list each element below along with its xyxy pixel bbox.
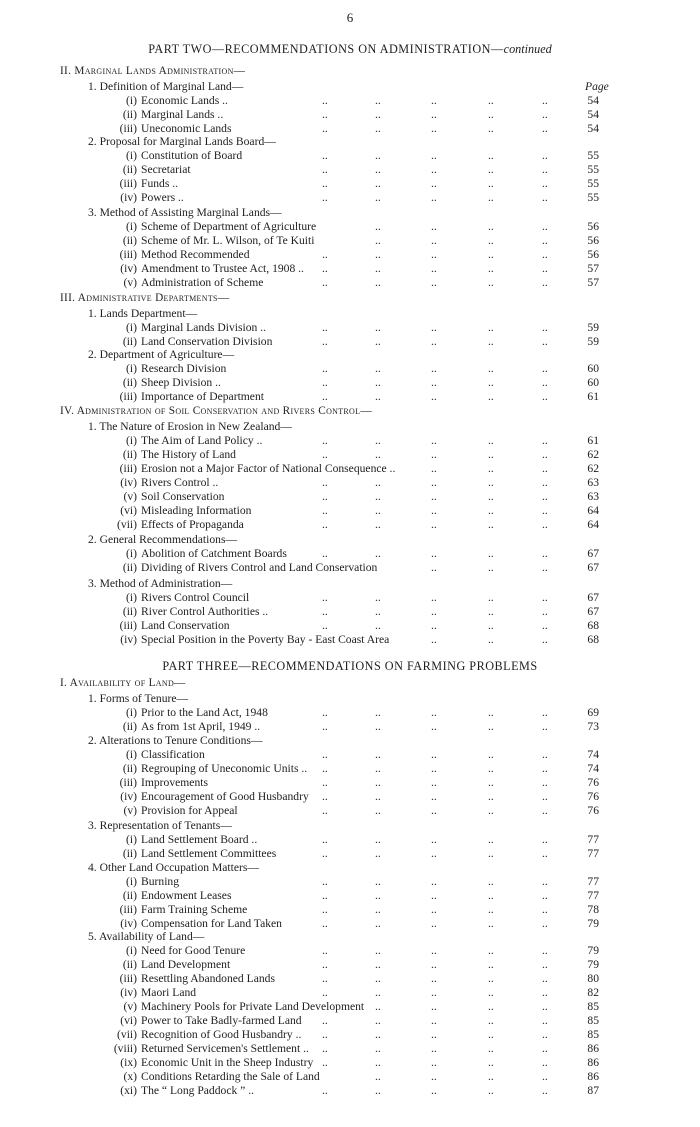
entry-page: 64 — [587, 518, 599, 531]
entry-number: (iv) — [120, 476, 137, 489]
entry-page: 55 — [587, 177, 599, 190]
leader-dots: .. .. .. .. .. — [322, 889, 548, 902]
leader-dots: .. .. .. .. .. — [322, 518, 548, 531]
toc-entry — [0, 434, 700, 448]
entry-title: Prior to the Land Act, 1948 — [141, 706, 268, 719]
entry-title: Importance of Department — [141, 390, 264, 403]
entry-title: Dividing of Rivers Control and Land Conservation — [141, 561, 378, 574]
toc-entry — [0, 122, 700, 136]
entry-page: 55 — [587, 191, 599, 204]
leader-dots: .. .. .. .. — [375, 1000, 548, 1013]
toc-entry — [0, 547, 700, 561]
entry-page: 63 — [587, 476, 599, 489]
leader-dots: .. .. .. .. .. — [322, 972, 548, 985]
entry-title: River Control Authorities .. — [141, 605, 269, 618]
leader-dots: .. .. .. .. .. — [322, 748, 548, 761]
entry-title: Power to Take Badly-farmed Land — [141, 1014, 302, 1027]
toc-entry — [0, 917, 700, 931]
toc-entry — [0, 518, 700, 532]
entry-title: Powers .. — [141, 191, 184, 204]
entry-page: 55 — [587, 149, 599, 162]
entry-page: 67 — [587, 547, 599, 560]
subsection-heading: 2. Alterations to Tenure Conditions— — [88, 734, 263, 747]
entry-title: Erosion not a Major Factor of National Consequence .. — [141, 462, 396, 475]
toc-entry — [0, 972, 700, 986]
entry-title: Conditions Retarding the Sale of Land — [141, 1070, 320, 1083]
entry-page: 56 — [587, 234, 599, 247]
entry-number: (i) — [126, 362, 137, 375]
entry-title: Land Development — [141, 958, 231, 971]
toc-entry — [0, 390, 700, 404]
entry-page: 68 — [587, 633, 599, 646]
toc-entry — [0, 191, 700, 205]
leader-dots: .. .. .. .. .. — [322, 177, 548, 190]
toc-entry — [0, 1028, 700, 1042]
entry-title: Rivers Control Council — [141, 591, 250, 604]
toc-entry — [0, 248, 700, 262]
toc-entry — [0, 490, 700, 504]
entry-page: 79 — [587, 917, 599, 930]
leader-dots: .. .. .. .. .. — [322, 376, 548, 389]
entry-title: Economic Lands .. — [141, 94, 228, 107]
entry-number: (iv) — [120, 917, 137, 930]
leader-dots: .. .. .. .. .. — [322, 1014, 548, 1027]
entry-title: Improvements — [141, 776, 208, 789]
entry-page: 57 — [587, 262, 599, 275]
leader-dots: .. .. .. .. .. — [322, 335, 548, 348]
leader-dots: .. .. .. .. .. — [322, 547, 548, 560]
entry-number: (i) — [126, 220, 137, 233]
entry-number: (iii) — [119, 903, 137, 916]
entry-number: (i) — [126, 833, 137, 846]
leader-dots: .. .. .. .. — [375, 1070, 548, 1083]
leader-dots: .. .. .. .. .. — [322, 163, 548, 176]
entry-page: 74 — [587, 762, 599, 775]
entry-page: 86 — [587, 1056, 599, 1069]
entry-title: Effects of Propaganda — [141, 518, 244, 531]
entry-page: 77 — [587, 847, 599, 860]
entry-page: 77 — [587, 875, 599, 888]
entry-number: (x) — [123, 1070, 137, 1083]
entry-title: Maori Land — [141, 986, 197, 999]
toc-entry — [0, 1042, 700, 1056]
toc-entry — [0, 177, 700, 191]
leader-dots: .. .. .. .. .. — [322, 94, 548, 107]
entry-number: (ii) — [122, 847, 137, 860]
entry-page: 62 — [587, 448, 599, 461]
entry-number: (ii) — [122, 605, 137, 618]
entry-number: (ii) — [122, 163, 137, 176]
entry-number: (v) — [123, 276, 137, 289]
entry-number: (ii) — [122, 335, 137, 348]
entry-number: (vi) — [120, 1014, 137, 1027]
entry-title: Constitution of Board — [141, 149, 243, 162]
toc-entry — [0, 790, 700, 804]
leader-dots: .. .. .. — [431, 462, 548, 475]
entry-title: Returned Servicemen's Settlement .. — [141, 1042, 309, 1055]
subsection-heading: 4. Other Land Occupation Matters— — [88, 861, 259, 874]
toc-entry — [0, 720, 700, 734]
entry-title: Misleading Information — [141, 504, 252, 517]
entry-title: Abolition of Catchment Boards — [141, 547, 287, 560]
leader-dots: .. .. .. .. .. — [322, 1042, 548, 1055]
entry-title: Funds .. — [141, 177, 179, 190]
leader-dots: .. .. .. .. .. — [322, 362, 548, 375]
section-heading: IV. Administration of Soil Conservation and Rivers Control— — [60, 405, 372, 417]
entry-title: Marginal Lands .. — [141, 108, 224, 121]
entry-title: Compensation for Land Taken — [141, 917, 282, 930]
entry-number: (ii) — [122, 889, 137, 902]
entry-page: 87 — [587, 1084, 599, 1097]
leader-dots: .. .. .. .. .. — [322, 944, 548, 957]
entry-page: 67 — [587, 561, 599, 574]
leader-dots: .. .. .. .. .. — [322, 1084, 548, 1097]
entry-page: 86 — [587, 1042, 599, 1055]
entry-page: 76 — [587, 804, 599, 817]
entry-title: As from 1st April, 1949 .. — [141, 720, 261, 733]
entry-title: Marginal Lands Division .. — [141, 321, 267, 334]
toc-entry — [0, 986, 700, 1000]
leader-dots: .. .. .. .. .. — [322, 917, 548, 930]
section-heading: II. Marginal Lands Administration— — [60, 65, 246, 77]
toc-entry — [0, 220, 700, 234]
entry-number: (i) — [126, 149, 137, 162]
leader-dots: .. .. .. .. .. — [322, 262, 548, 275]
entry-page: 74 — [587, 748, 599, 761]
entry-page: 82 — [587, 986, 599, 999]
toc-entry — [0, 335, 700, 349]
entry-title: Classification — [141, 748, 205, 761]
leader-dots: .. .. .. .. .. — [322, 958, 548, 971]
entry-number: (vii) — [117, 518, 137, 531]
entry-number: (iv) — [120, 633, 137, 646]
entry-number: (ii) — [122, 376, 137, 389]
subsection-heading: 1. Forms of Tenure— — [88, 692, 189, 705]
subsection-heading: 3. Representation of Tenants— — [88, 819, 232, 832]
entry-title: Research Division — [141, 362, 227, 375]
entry-page: 55 — [587, 163, 599, 176]
toc-entry — [0, 748, 700, 762]
leader-dots: .. .. .. .. .. — [322, 720, 548, 733]
entry-number: (iii) — [119, 390, 137, 403]
leader-dots: .. .. .. .. .. — [322, 434, 548, 447]
entry-title: The Aim of Land Policy .. — [141, 434, 263, 447]
toc-entry — [0, 706, 700, 720]
entry-title: Soil Conservation — [141, 490, 225, 503]
entry-page: 67 — [587, 605, 599, 618]
subsection-heading: 1. The Nature of Erosion in New Zealand— — [88, 420, 292, 433]
subsection-heading: 3. Method of Administration— — [88, 577, 233, 590]
toc-entry — [0, 462, 700, 476]
toc-entry — [0, 1070, 700, 1084]
entry-title: The “ Long Paddock ” .. — [141, 1084, 255, 1097]
toc-entry — [0, 504, 700, 518]
page-column-label: Page — [585, 80, 609, 93]
entry-page: 77 — [587, 889, 599, 902]
subsection-heading: 5. Availability of Land— — [88, 930, 205, 943]
entry-number: (ii) — [122, 448, 137, 461]
subsection-heading: 3. Method of Assisting Marginal Lands— — [88, 206, 282, 219]
entry-title: Provision for Appeal — [141, 804, 238, 817]
entry-page: 62 — [587, 462, 599, 475]
entry-number: (v) — [123, 490, 137, 503]
entry-page: 85 — [587, 1000, 599, 1013]
leader-dots: .. .. .. .. — [375, 220, 548, 233]
leader-dots: .. .. .. .. .. — [322, 448, 548, 461]
entry-page: 63 — [587, 490, 599, 503]
entry-number: (i) — [126, 434, 137, 447]
entry-page: 69 — [587, 706, 599, 719]
entry-number: (viii) — [113, 1042, 137, 1055]
toc-entry — [0, 1000, 700, 1014]
leader-dots: .. .. .. .. .. — [322, 591, 548, 604]
entry-page: 54 — [587, 122, 599, 135]
entry-number: (vi) — [120, 504, 137, 517]
entry-title: Machinery Pools for Private Land Development — [141, 1000, 365, 1013]
toc-entry — [0, 1014, 700, 1028]
leader-dots: .. .. .. .. .. — [322, 248, 548, 261]
entry-page: 79 — [587, 958, 599, 971]
entry-number: (iv) — [120, 191, 137, 204]
leader-dots: .. .. .. .. .. — [322, 903, 548, 916]
leader-dots: .. .. .. .. .. — [322, 847, 548, 860]
entry-page: 59 — [587, 335, 599, 348]
entry-page: 68 — [587, 619, 599, 632]
entry-title: Method Recommended — [141, 248, 250, 261]
leader-dots: .. .. .. .. .. — [322, 490, 548, 503]
entry-number: (ii) — [122, 234, 137, 247]
entry-page: 78 — [587, 903, 599, 916]
entry-page: 77 — [587, 833, 599, 846]
entry-title: Uneconomic Lands — [141, 122, 232, 135]
entry-number: (i) — [126, 94, 137, 107]
toc-entry — [0, 762, 700, 776]
entry-title: Scheme of Mr. L. Wilson, of Te Kuiti — [141, 234, 315, 247]
subsection-heading: 1. Lands Department— — [88, 307, 198, 320]
entry-title: Burning — [141, 875, 180, 888]
leader-dots: .. .. .. .. .. — [322, 1028, 548, 1041]
toc-entry — [0, 376, 700, 390]
toc-entry — [0, 276, 700, 290]
toc-entry — [0, 1084, 700, 1098]
entry-page: 67 — [587, 591, 599, 604]
leader-dots: .. .. .. .. .. — [322, 833, 548, 846]
toc-entry — [0, 591, 700, 605]
toc-entry — [0, 958, 700, 972]
leader-dots: .. .. .. .. .. — [322, 149, 548, 162]
toc-entry — [0, 362, 700, 376]
entry-title: Economic Unit in the Sheep Industry — [141, 1056, 314, 1069]
subsection-heading: 2. Proposal for Marginal Lands Board— — [88, 135, 276, 148]
section-heading: III. Administrative Departments— — [60, 292, 230, 304]
entry-number: (i) — [126, 321, 137, 334]
entry-number: (iv) — [120, 790, 137, 803]
entry-page: 60 — [587, 362, 599, 375]
entry-number: (v) — [123, 1000, 137, 1013]
toc-entry — [0, 619, 700, 633]
subsection-heading: 1. Definition of Marginal Land— — [88, 80, 244, 93]
leader-dots: .. .. .. — [431, 561, 548, 574]
entry-title: Sheep Division .. — [141, 376, 221, 389]
entry-number: (iii) — [119, 248, 137, 261]
leader-dots: .. .. .. .. .. — [322, 619, 548, 632]
entry-title: Land Conservation — [141, 619, 230, 632]
entry-number: (iii) — [119, 972, 137, 985]
leader-dots: .. .. .. .. .. — [322, 504, 548, 517]
toc-entry — [0, 847, 700, 861]
entry-number: (i) — [126, 547, 137, 560]
leader-dots: .. .. .. .. — [375, 234, 548, 247]
entry-title: Special Position in the Poverty Bay - East Coast Area — [141, 633, 390, 646]
toc-entry — [0, 561, 700, 575]
leader-dots: .. .. .. .. .. — [322, 108, 548, 121]
entry-title: Resettling Abandoned Lands — [141, 972, 275, 985]
toc-entry — [0, 94, 700, 108]
toc-entry — [0, 903, 700, 917]
toc-entry — [0, 944, 700, 958]
entry-number: (vii) — [117, 1028, 137, 1041]
leader-dots: .. .. .. .. .. — [322, 875, 548, 888]
leader-dots: .. .. .. .. .. — [322, 476, 548, 489]
entry-page: 86 — [587, 1070, 599, 1083]
entry-number: (ii) — [122, 561, 137, 574]
entry-number: (ii) — [122, 108, 137, 121]
leader-dots: .. .. .. .. .. — [322, 776, 548, 789]
part-three-heading: PART THREE—RECOMMENDATIONS ON FARMING PROBLEMS — [162, 659, 538, 673]
entry-number: (xi) — [120, 1084, 137, 1097]
entry-number: (iii) — [119, 619, 137, 632]
toc-entry — [0, 149, 700, 163]
part-two-heading — [0, 42, 700, 57]
continued-label: continued — [503, 42, 552, 56]
toc-entry — [0, 163, 700, 177]
toc-entry — [0, 889, 700, 903]
entry-number: (iii) — [119, 776, 137, 789]
entry-page: 61 — [587, 434, 599, 447]
leader-dots: .. .. .. — [431, 633, 548, 646]
entry-page: 85 — [587, 1028, 599, 1041]
leader-dots: .. .. .. .. .. — [322, 706, 548, 719]
entry-number: (ix) — [120, 1056, 137, 1069]
entry-page: 56 — [587, 248, 599, 261]
entry-number: (ii) — [122, 762, 137, 775]
leader-dots: .. .. .. .. .. — [322, 191, 548, 204]
entry-number: (iv) — [120, 262, 137, 275]
entry-page: 80 — [587, 972, 599, 985]
toc-entry — [0, 776, 700, 790]
toc-entry — [0, 476, 700, 490]
entry-page: 60 — [587, 376, 599, 389]
entry-number: (i) — [126, 706, 137, 719]
entry-title: Land Settlement Board .. — [141, 833, 258, 846]
leader-dots: .. .. .. .. .. — [322, 762, 548, 775]
leader-dots: .. .. .. .. .. — [322, 390, 548, 403]
entry-page: 54 — [587, 108, 599, 121]
entry-page: 54 — [587, 94, 599, 107]
leader-dots: .. .. .. .. .. — [322, 605, 548, 618]
entry-number: (ii) — [122, 958, 137, 971]
entry-page: 85 — [587, 1014, 599, 1027]
leader-dots: .. .. .. .. .. — [322, 122, 548, 135]
toc-entry — [0, 448, 700, 462]
entry-title: Rivers Control .. — [141, 476, 219, 489]
toc-entry — [0, 633, 700, 647]
entry-number: (iii) — [119, 462, 137, 475]
entry-title: Recognition of Good Husbandry .. — [141, 1028, 302, 1041]
entry-title: Need for Good Tenure — [141, 944, 246, 957]
toc-entry — [0, 875, 700, 889]
entry-title: Endowment Leases — [141, 889, 232, 902]
toc-entry — [0, 804, 700, 818]
leader-dots: .. .. .. .. .. — [322, 276, 548, 289]
entry-page: 79 — [587, 944, 599, 957]
entry-title: Scheme of Department of Agriculture — [141, 220, 317, 233]
entry-title: Land Conservation Division — [141, 335, 273, 348]
entry-page: 57 — [587, 276, 599, 289]
section-heading: I. Availability of Land— — [60, 677, 186, 689]
entry-title: Farm Training Scheme — [141, 903, 248, 916]
subsection-heading: 2. Department of Agriculture— — [88, 348, 235, 361]
leader-dots: .. .. .. .. .. — [322, 790, 548, 803]
entry-number: (ii) — [122, 720, 137, 733]
entry-page: 73 — [587, 720, 599, 733]
toc-entry — [0, 605, 700, 619]
entry-page: 61 — [587, 390, 599, 403]
entry-title: Amendment to Trustee Act, 1908 .. — [141, 262, 304, 275]
entry-number: (i) — [126, 591, 137, 604]
leader-dots: .. .. .. .. .. — [322, 321, 548, 334]
entry-number: (i) — [126, 748, 137, 761]
toc-entry — [0, 321, 700, 335]
entry-title: Administration of Scheme — [141, 276, 264, 289]
toc-entry — [0, 833, 700, 847]
leader-dots: .. .. .. .. .. — [322, 804, 548, 817]
entry-page: 59 — [587, 321, 599, 334]
entry-title: Encouragement of Good Husbandry — [141, 790, 309, 803]
entry-title: Regrouping of Uneconomic Units .. — [141, 762, 308, 775]
entry-number: (iii) — [119, 177, 137, 190]
entry-number: (i) — [126, 875, 137, 888]
entry-number: (i) — [126, 944, 137, 957]
entry-page: 56 — [587, 220, 599, 233]
entry-number: (v) — [123, 804, 137, 817]
toc-entry — [0, 108, 700, 122]
subsection-heading: 2. General Recommendations— — [88, 533, 238, 546]
entry-page: 64 — [587, 504, 599, 517]
entry-number: (iv) — [120, 986, 137, 999]
part-two-title: PART TWO—RECOMMENDATIONS ON ADMINISTRATION— — [148, 42, 504, 56]
page-number: 6 — [346, 10, 354, 25]
toc-entry — [0, 262, 700, 276]
entry-title: Land Settlement Committees — [141, 847, 277, 860]
leader-dots: .. .. .. .. .. — [322, 986, 548, 999]
leader-dots: .. .. .. .. .. — [322, 1056, 548, 1069]
entry-page: 76 — [587, 776, 599, 789]
entry-page: 76 — [587, 790, 599, 803]
entry-number: (iii) — [119, 122, 137, 135]
toc-entry — [0, 234, 700, 248]
entry-title: Secretariat — [141, 163, 191, 176]
toc-entry — [0, 1056, 700, 1070]
entry-title: The History of Land — [141, 448, 236, 461]
